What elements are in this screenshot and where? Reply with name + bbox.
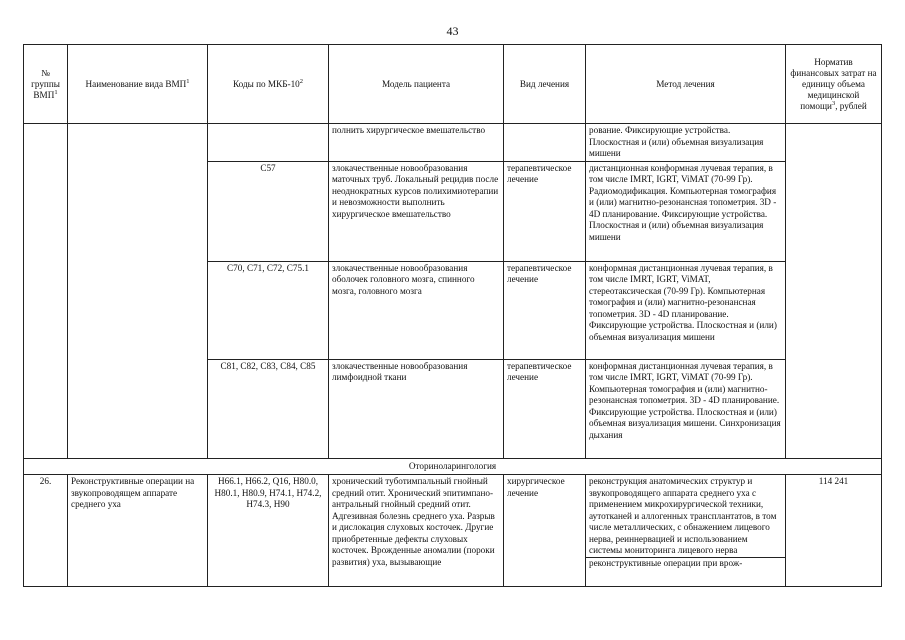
header-treatment-type: Вид лечения [504, 45, 586, 124]
vmp-table [23, 44, 882, 587]
patient-model-cell: полнить хирургическое вмешательство [329, 124, 504, 162]
header-icd-codes: Коды по МКБ-$10^2$ [208, 45, 329, 124]
patient-model-cell: хронический туботимпальный гнойный средний отит. Хронический эпитимпано-антральный гнойный средний отит. Адгезивная болезнь среднего уха. Разрыв и дислокация слуховых косточек. Другие приобретенные дефекты слуховых косточек. Врожденные аномалии (пороки развития) уха, вызывающие [329, 475, 504, 587]
table-header-row [24, 45, 882, 124]
treatment-method-cell: рование. Фиксирующие устройства. Плоскостная и (или) объемная визуализация мишени [586, 124, 786, 162]
header-patient-model: Модель пациента [329, 45, 504, 124]
vmp-name-cell-continued [68, 124, 208, 459]
section-title: Оториноларингология [24, 458, 882, 475]
patient-model-cell: злокачественные новообразования маточных труб. Локальный рецидив после неоднократных курсов полихимиотерапии и невозможности выполнить хирургическое вмешательство [329, 161, 504, 261]
patient-model-cell: злокачественные новообразования лимфоидной ткани [329, 359, 504, 458]
icd-codes-cell [208, 124, 329, 162]
treatment-type-cell: хирургическое лечение [504, 475, 586, 587]
section-row [24, 458, 882, 475]
icd-codes-cell: C70, C71, C72, C75.1 [208, 261, 329, 359]
treatment-method-cell: дистанционная конформная лучевая терапия, в том числе IMRT, IGRT, ViMAT (70-99 Гр). Радиомодификация. Компьютерная томография и (или) магнитно-резонансная топометрия. 3D - 4D планирование. Фиксирующие устройства. Плоскостная и (или) объемная визуализация мишени [586, 161, 786, 261]
icd-codes-cell: H66.1, H66.2, Q16, H80.0, H80.1, H80.9, H74.1, H74.2, H74.3, H90 [208, 475, 329, 587]
table-row [24, 475, 882, 587]
treatment-method-1: реконструкция анатомических структур и звукопроводящего аппарата среднего уха с применением микрохирургической техники, аутотканей и аллогенных трансплантатов, в том числе металлических, с обнажением лицевого нерва, реиннервацией и использованием системы мониторинга лицевого нерва [589, 476, 777, 555]
patient-model-cell: злокачественные новообразования оболочек головного мозга, спинного мозга, головного мозга [329, 261, 504, 359]
treatment-type-cell: терапевтическое лечение [504, 359, 586, 458]
treatment-method-cell [586, 475, 786, 587]
cost-cell: 114 241 [786, 475, 882, 587]
table-row [24, 124, 882, 162]
header-cost-norm: Норматив финансовых затрат на единицу объема медицинской помощи$^3$, рублей [786, 45, 882, 124]
treatment-method-cell: конформная дистанционная лучевая терапия, в том числе IMRT, IGRT, ViMAT, стереотаксическая (70-99 Гр). Компьютерная томография и (или) магнитно-резонансная топометрия. 3D - 4D планирование. Фиксирующие устройства. Плоскостная и (или) объемная визуализация мишени [586, 261, 786, 359]
vmp-name-cell: Реконструктивные операции на звукопроводящем аппарате среднего уха [68, 475, 208, 587]
treatment-type-cell: терапевтическое лечение [504, 161, 586, 261]
group-no-cell-continued [24, 124, 68, 459]
group-number-cell: 26. [24, 475, 68, 587]
treatment-method-cell: конформная дистанционная лучевая терапия, в том числе IMRT, IGRT, ViMAT (70-99 Гр). Компьютерная томография и (или) магнитно-резонансная топометрия. 3D - 4D планирование. Фиксирующие устройства. Плоскостная и (или) объемная визуализация мишени. Синхронизация дыхания [586, 359, 786, 458]
cost-cell-continued [786, 124, 882, 459]
header-group-no: № группы ВМП$^1$ [24, 45, 68, 124]
icd-codes-cell: C81, C82, C83, C84, C85 [208, 359, 329, 458]
treatment-method-2: реконструктивные операции при врож- [586, 557, 785, 570]
header-treatment-method: Метод лечения [586, 45, 786, 124]
page-number: 43 [446, 24, 459, 38]
treatment-type-cell [504, 124, 586, 162]
header-vmp-name: Наименование вида ВМП$^1$ [68, 45, 208, 124]
treatment-type-cell: терапевтическое лечение [504, 261, 586, 359]
icd-codes-cell: C57 [208, 161, 329, 261]
